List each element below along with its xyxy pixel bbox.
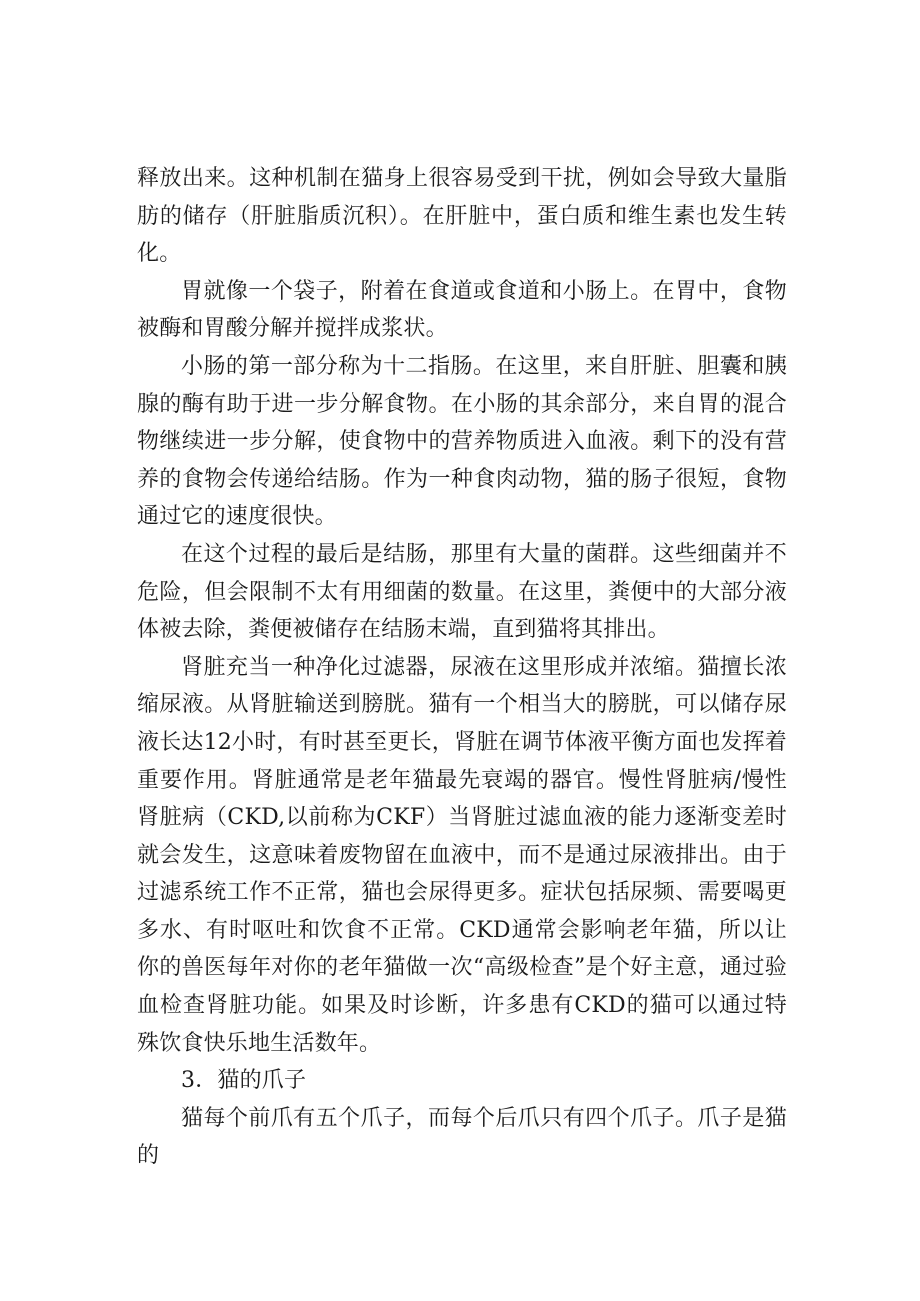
- paragraph-kidney: 肾脏充当一种净化过滤器，尿液在这里形成并浓缩。猫擅长浓缩尿液。从肾脏输送到膀胱。猫有一个相当大的膀胱，可以储存尿液长达12小时，有时甚至更长，肾脏在调节体液平衡方面也发挥着重要作用。肾脏通常是老年猫最先衰竭的器官。慢性肾脏病/慢性肾脏病（CKD,以前称为CKF）当肾脏过滤血液的能力逐渐变差时就会发生，这意味着废物留在血液中，而不是通过尿液排出。由于过滤系统工作不正常，猫也会尿得更多。症状包括尿频、需要喝更多水、有时呕吐和饮食不正常。CKD通常会影响老年猫，所以让你的兽医每年对你的老年猫做一次“高级检查”是个好主意，通过验血检查肾脏功能。如果及时诊断，许多患有CKD的猫可以通过特殊饮食快乐地生活数年。: [137, 654, 787, 1056]
- paragraph-stomach: 胃就像一个袋子，附着在食道或食道和小肠上。在胃中，食物被酶和胃酸分解并搅拌成浆状。: [137, 278, 787, 342]
- body-text: [137, 160, 787, 1175]
- paragraph-claws: 猫每个前爪有五个爪子，而每个后爪只有四个爪子。爪子是猫的: [137, 1105, 787, 1169]
- paragraph-liver-continued: 释放出来。这种机制在猫身上很容易受到干扰，例如会导致大量脂肪的储存（肝脏脂质沉积）。在肝脏中，蛋白质和维生素也发生转化。: [137, 166, 787, 267]
- section-heading: 3．猫的爪子: [181, 1068, 307, 1094]
- paragraph-small-intestine: 小肠的第一部分称为十二指肠。在这里，来自肝脏、胆囊和胰腺的酶有助于进一步分解食物。在小肠的其余部分，来自胃的混合物继续进一步分解，使食物中的营养物质进入血液。剩下的没有营养的食物会传递给结肠。作为一种食肉动物，猫的肠子很短，食物通过它的速度很快。: [137, 353, 787, 530]
- paragraph-colon: 在这个过程的最后是结肠，那里有大量的菌群。这些细菌并不危险，但会限制不太有用细菌的数量。在这里，粪便中的大部分液体被去除，粪便被储存在结肠末端，直到猫将其排出。: [137, 541, 787, 643]
